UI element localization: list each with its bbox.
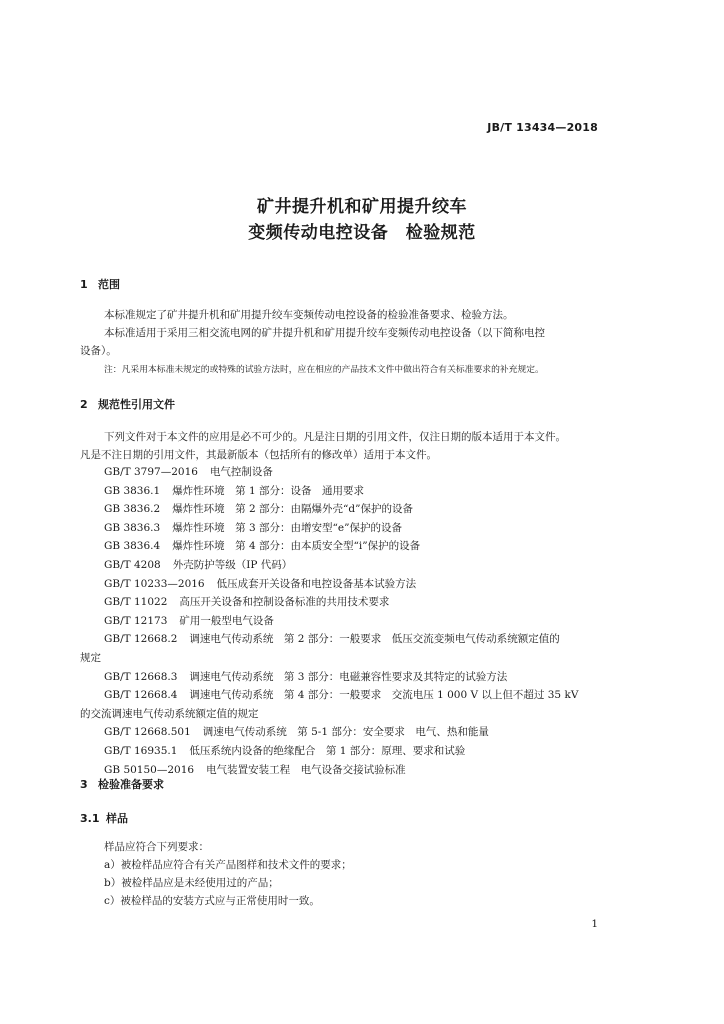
reference-title: 低压成套开关设备和电控设备基本试验方法	[216, 577, 417, 590]
reference-code: GB/T 12173	[104, 614, 168, 627]
reference-code: GB/T 12668.2	[104, 633, 178, 646]
reference-code: GB/T 3797—2016	[104, 466, 198, 478]
list-item: a）被检样品应符合有关产品图样和技术文件的要求；	[104, 859, 352, 871]
reference-code: GB 50150—2016	[104, 763, 195, 776]
reference-code: GB/T 10233—2016	[104, 577, 205, 590]
reference-item	[104, 501, 413, 516]
list-item: b）被检样品应是未经使用过的产品；	[104, 877, 279, 889]
reference-code: GB/T 11022	[104, 596, 168, 609]
reference-title: 爆炸性环境 第 2 部分：由隔爆外壳“d”保护的设备	[172, 503, 413, 516]
reference-item	[104, 538, 420, 553]
reference-title: 电气装置安装工程 电气设备交接试验标准	[206, 763, 406, 776]
paragraph: 样品应符合下列要求：	[104, 841, 209, 853]
reference-item	[104, 631, 560, 646]
subsection-number: 3.1	[80, 812, 100, 825]
reference-item	[80, 650, 101, 665]
section-1-heading	[80, 276, 120, 292]
list-item: c）被检样品的安装方式应与正常使用时一致。	[104, 895, 320, 907]
reference-title: 调速电气传动系统 第 4 部分：一般要求 交流电压 1 000 V 以上但不超过 35 kV	[189, 689, 579, 702]
paragraph: 本标准适用于采用三相交流电网的矿井提升机和矿用提升绞车变频传动电控设备（以下简称电控	[104, 327, 545, 339]
reference-title: 的交流调速电气传动系统额定值的规定	[80, 707, 259, 720]
reference-code: GB 3836.3	[104, 521, 161, 534]
subsection-3-1-heading	[80, 810, 128, 826]
section-title: 规范性引用文件	[98, 398, 175, 411]
reference-code: GB/T 12668.4	[104, 689, 178, 702]
paragraph: 凡是不注日期的引用文件，其最新版本（包括所有的修改单）适用于本文件。	[80, 449, 437, 461]
reference-code: GB 3836.4	[104, 540, 161, 553]
reference-item	[104, 743, 465, 758]
paragraph: 设备）。	[80, 345, 117, 357]
section-number: 3	[80, 778, 88, 791]
reference-item	[104, 687, 578, 702]
reference-code: GB 3836.2	[104, 503, 161, 516]
reference-item	[104, 669, 507, 684]
reference-title: 高压开关设备和控制设备标准的共用技术要求	[179, 596, 390, 609]
reference-item	[104, 464, 273, 479]
paragraph: 本标准规定了矿井提升机和矿用提升绞车变频传动电控设备的检验准备要求、检验方法。	[104, 309, 514, 321]
reference-code: GB/T 12668.3	[104, 670, 178, 683]
reference-code: GB/T 16935.1	[104, 745, 178, 757]
reference-title: 调速电气传动系统 第 5-1 部分：安全要求 电气、热和能量	[202, 726, 489, 739]
reference-item	[104, 483, 364, 498]
reference-title: 爆炸性环境 第 1 部分：设备 通用要求	[172, 484, 365, 497]
reference-item	[80, 706, 259, 721]
subsection-title: 样品	[106, 812, 128, 825]
reference-title: 矿用一般型电气设备	[179, 614, 274, 627]
reference-title: 低压系统内设备的绝缘配合 第 1 部分：原理、要求和试验	[189, 745, 466, 757]
section-number: 2	[80, 398, 88, 411]
document-title-line-1: 矿井提升机和矿用提升绞车	[257, 197, 467, 217]
reference-title: 爆炸性环境 第 4 部分：由本质安全型“i”保护的设备	[172, 540, 421, 553]
page-number: 1	[591, 918, 598, 930]
section-title: 范围	[98, 278, 120, 291]
paragraph: 下列文件对于本文件的应用是必不可少的。凡是注日期的引用文件，仅注日期的版本适用于本文件。	[104, 431, 566, 443]
note: 注：凡采用本标准未规定的或特殊的试验方法时，应在相应的产品技术文件中做出符合有关标准要求的补充规定。	[104, 365, 544, 375]
reference-item	[104, 576, 416, 591]
section-3-heading	[80, 776, 164, 792]
reference-item	[104, 762, 406, 777]
standard-code: JB/T 13434—2018	[487, 121, 598, 134]
reference-item	[104, 520, 402, 535]
reference-code: GB/T 4208	[104, 559, 161, 571]
reference-item	[104, 613, 274, 628]
reference-title: 外壳防护等级（IP 代码）	[172, 559, 293, 571]
reference-title: 调速电气传动系统 第 3 部分：电磁兼容性要求及其特定的试验方法	[189, 670, 508, 683]
document-title-line-2: 变频传动电控设备 检验规范	[248, 223, 476, 243]
reference-code: GB 3836.1	[104, 484, 161, 497]
reference-title: 调速电气传动系统 第 2 部分：一般要求 低压交流变频电气传动系统额定值的	[189, 633, 560, 646]
section-2-heading	[80, 396, 175, 412]
section-title: 检验准备要求	[98, 778, 164, 791]
reference-item	[104, 557, 292, 572]
reference-title: 规定	[80, 652, 101, 664]
reference-title: 电气控制设备	[209, 466, 273, 478]
reference-item	[104, 594, 389, 609]
reference-item	[104, 724, 489, 739]
section-number: 1	[80, 278, 88, 291]
reference-code: GB/T 12668.501	[104, 726, 191, 739]
reference-title: 爆炸性环境 第 3 部分：由增安型“e”保护的设备	[172, 521, 402, 534]
